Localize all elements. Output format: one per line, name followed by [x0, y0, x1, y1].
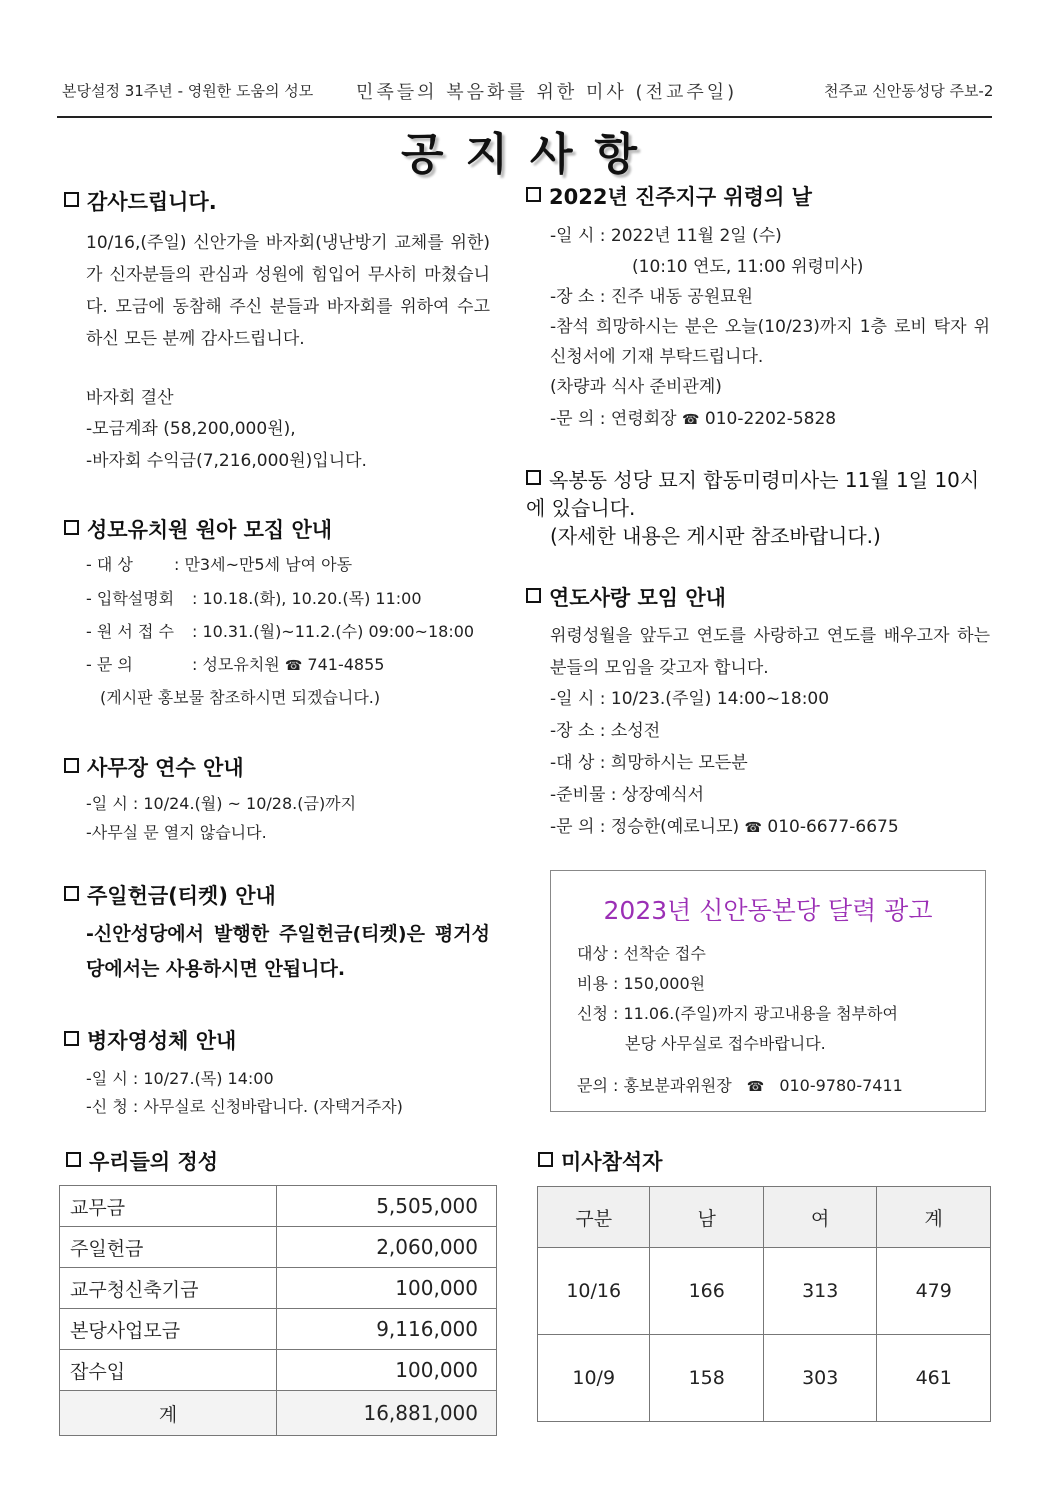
memorial-apply-note: (차량과 식사 준비관계)	[550, 377, 722, 397]
offering-label: 교무금	[60, 1186, 277, 1227]
ad-title: 2023년 신안동본당 달력 광고	[603, 896, 933, 925]
kinder-note: (게시판 홍보물 참조하시면 되겠습니다.)	[100, 688, 381, 707]
ad-target: 대상 : 선착순 접수	[577, 944, 706, 963]
offering-value: 100,000	[277, 1268, 497, 1309]
checkbox-icon	[526, 588, 541, 603]
header-right: 천주교 신안동성당 주보-2	[824, 82, 994, 100]
yeondo-body: 위령성월을 앞두고 연도를 사랑하고 연도를 배우고자 하는 분들의 모임을 갖고자 합니다.	[550, 626, 990, 678]
section-office-heading: 사무장 연수 안내	[64, 752, 244, 782]
thanks-settle-label: 바자회 결산	[86, 388, 174, 408]
ad-apply2: 본당 사무실로 접수바랍니다.	[625, 1034, 826, 1053]
table-row	[60, 1309, 497, 1350]
page-title: 공지사항	[400, 129, 659, 180]
ad-contact: 문의 : 홍보분과위원장 ☎ 010-9780-7411	[577, 1076, 903, 1095]
ad-cost: 비용 : 150,000원	[577, 974, 706, 993]
checkbox-icon	[64, 758, 79, 773]
phone-icon: ☎	[682, 412, 700, 428]
section-thanks-heading: 감사드립니다.	[64, 186, 217, 216]
section-kinder-heading: 성모유치원 원아 모집 안내	[64, 514, 332, 544]
table-row	[60, 1350, 497, 1391]
attendance-table	[537, 1186, 991, 1422]
offering-total-value: 16,881,000	[277, 1391, 497, 1436]
table-cell: 313	[763, 1248, 877, 1335]
memorial-place: -장 소 : 진주 내동 공원묘원	[550, 287, 754, 307]
checkbox-icon	[538, 1152, 553, 1167]
phone-icon: ☎	[744, 820, 762, 836]
column-header: 남	[650, 1187, 764, 1248]
offering-value: 9,116,000	[277, 1309, 497, 1350]
section-memorial-heading: 2022년 진주지구 위령의 날	[526, 181, 812, 211]
header-left: 본당설정 31주년 - 영원한 도움의 성모	[62, 82, 314, 100]
table-row	[60, 1186, 497, 1227]
office-line1: -일 시 : 10/24.(월) ~ 10/28.(금)까지	[86, 794, 357, 813]
section-yeondo-heading: 연도사랑 모임 안내	[526, 582, 726, 612]
section-offering-heading: 우리들의 정성	[66, 1146, 218, 1176]
checkbox-icon	[526, 470, 541, 485]
memorial-apply: -참석 희망하시는 분은 오늘(10/23)까지 1층 로비 탁자 위 신청서에 기재 부탁드립니다.	[550, 317, 990, 367]
checkbox-icon	[66, 1152, 81, 1167]
thanks-line1: -모금계좌 (58,200,000원),	[86, 419, 296, 439]
sick-line2: -신 청 : 사무실로 신청바랍니다. (자택거주자)	[86, 1097, 403, 1116]
ad-apply1: 신청 : 11.06.(주일)까지 광고내용을 첨부하여	[577, 1004, 898, 1023]
table-header-row	[538, 1187, 991, 1248]
table-row	[538, 1248, 991, 1335]
checkbox-icon	[64, 1031, 79, 1046]
table-cell: 461	[877, 1335, 991, 1422]
column-header: 구분	[538, 1187, 650, 1248]
offering-label: 본당사업모금	[60, 1309, 277, 1350]
checkbox-icon	[64, 520, 79, 535]
table-cell: 303	[763, 1335, 877, 1422]
yeondo-target: -대 상 : 희망하시는 모든분	[550, 753, 748, 773]
checkbox-icon	[64, 192, 79, 207]
table-row	[60, 1268, 497, 1309]
offering-table	[59, 1185, 497, 1436]
checkbox-icon	[64, 886, 79, 901]
thanks-line2: -바자회 수익금(7,216,000원)입니다.	[86, 451, 367, 471]
table-cell: 479	[877, 1248, 991, 1335]
header-center: 민족들의 복음화를 위한 미사 (전교주일)	[356, 82, 738, 103]
offering-label: 교구청신축기금	[60, 1268, 277, 1309]
memorial-contact: -문 의 : 연령회장 ☎ 010-2202-5828	[550, 409, 837, 429]
offering-value: 100,000	[277, 1350, 497, 1391]
okbong-notice: 옥봉동 성당 묘지 합동미령미사는 11월 1일 10시에 있습니다. (자세한 내용은 게시판 참조바랍니다.)	[526, 468, 980, 548]
table-cell: 10/16	[538, 1248, 650, 1335]
yeondo-place: -장 소 : 소성전	[550, 721, 661, 741]
table-cell: 10/9	[538, 1335, 650, 1422]
phone-icon: ☎	[284, 658, 303, 674]
table-row-total	[60, 1391, 497, 1436]
table-row	[538, 1335, 991, 1422]
column-header: 계	[877, 1187, 991, 1248]
phone-icon: ☎	[746, 1079, 765, 1095]
offering-label: 잡수입	[60, 1350, 277, 1391]
table-row	[60, 1227, 497, 1268]
memorial-date: -일 시 : 2022년 11월 2일 (수)	[550, 226, 782, 246]
kinder-target: - 대 상 : 만3세~만5세 남여 아동	[86, 555, 353, 574]
memorial-time: (10:10 연도, 11:00 위령미사)	[632, 257, 864, 277]
sick-line1: -일 시 : 10/27.(목) 14:00	[86, 1069, 274, 1088]
section-sick-heading: 병자영성체 안내	[64, 1025, 236, 1055]
calendar-ad-box	[550, 870, 986, 1112]
section-attend-heading: 미사참석자	[538, 1146, 662, 1176]
ticket-body: -신안성당에서 발행한 주일헌금(티켓)은 평거성당에서는 사용하시면 안됩니다.	[86, 923, 490, 980]
office-line2: -사무실 문 열지 않습니다.	[86, 823, 267, 842]
yeondo-contact: -문 의 : 정승한(예로니모) ☎ 010-6677-6675	[550, 817, 899, 837]
offering-label: 주일헌금	[60, 1227, 277, 1268]
offering-total-label: 계	[60, 1391, 277, 1436]
table-cell: 158	[650, 1335, 764, 1422]
section-ticket-heading: 주일헌금(티켓) 안내	[64, 880, 276, 910]
offering-value: 2,060,000	[277, 1227, 497, 1268]
column-header: 여	[763, 1187, 877, 1248]
kinder-contact: - 문 의 : 성모유치원 ☎ 741-4855	[86, 655, 385, 674]
yeondo-date: -일 시 : 10/23.(주일) 14:00~18:00	[550, 689, 830, 709]
offering-value: 5,505,000	[277, 1186, 497, 1227]
kinder-info: - 입학설명회 : 10.18.(화), 10.20.(목) 11:00	[86, 589, 422, 608]
yeondo-prep: -준비물 : 상장예식서	[550, 785, 705, 805]
table-cell: 166	[650, 1248, 764, 1335]
checkbox-icon	[526, 187, 541, 202]
thanks-body: 10/16,(주일) 신안가을 바자회(냉난방기 교체를 위한)가 신자분들의 관심과 성원에 힘입어 무사히 마쳤습니다. 모금에 동참해 주신 분들과 바자회를 위하여 수고하신 모든 분께 감사드립니다.	[86, 233, 490, 349]
kinder-apply: - 원 서 접 수 : 10.31.(월)~11.2.(수) 09:00~18:00	[86, 622, 475, 641]
